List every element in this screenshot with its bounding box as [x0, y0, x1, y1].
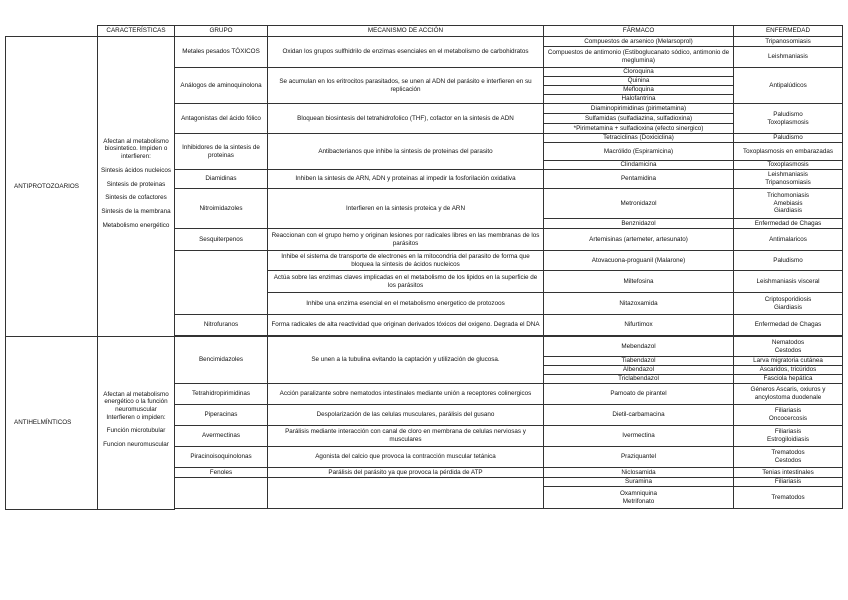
farmaco-cell: Tiabendazol: [544, 357, 734, 366]
mecanismo-cell: Parálisis del parásito ya que provoca la pérdida de ATP: [268, 468, 544, 478]
enfermedad-cell: Nematodos Cestodos: [734, 337, 843, 357]
grupo-cell: Tetrahidropirimidinas: [175, 384, 268, 405]
mecanismo-cell: Se acumulan en los eritrocitos parasitados, se unen al ADN del parásito e interfieren en su replicación: [268, 68, 544, 104]
header-farmaco: FÁRMACO: [544, 26, 734, 37]
grupo-cell: Piperacinas: [175, 405, 268, 426]
mecanismo-cell: Forma radicales de alta reactividad que originan derivados tóxicos del oxigeno. Degrada el DNA: [268, 315, 544, 336]
document: [5, 25, 843, 510]
grupo-cell: Piracinoisoquinolonas: [175, 447, 268, 468]
farmaco-cell: Sulfamidas (sulfadiazina, sulfadioxina): [544, 114, 734, 124]
enfermedad-cell: Paludismo Toxoplasmosis: [734, 104, 843, 134]
mecanismo-cell: Bloquean biosintesis del tetrahidrofolico (THF), cofactor en la sintesis de ADN: [268, 104, 544, 134]
enfermedad-cell: Fasciola hepática: [734, 375, 843, 384]
feature-text: Sintesis de proteinas: [106, 180, 166, 188]
farmaco-cell: Niclosamida: [544, 468, 734, 478]
farmaco-cell: Ivermectina: [544, 426, 734, 447]
mecanismo-cell: Parálisis mediante interacción con canal de cloro en membrana de celulas nerviosas y musculares: [268, 426, 544, 447]
farmaco-cell: Miltefosina: [544, 271, 734, 293]
farmaco-cell: Cloroquina: [544, 68, 734, 77]
farmaco-cell: Compuestos de antimonio (Estiboglucanato sódico, antimonio de meglumina): [544, 47, 734, 68]
farmaco-cell: Suramina: [544, 478, 734, 487]
farmaco-cell: Halofantrina: [544, 95, 734, 104]
corner-cell: [6, 26, 98, 37]
farmaco-cell: Oxamniquina Metrifonato: [544, 487, 734, 509]
grupo-cell: Nitrofuranos: [175, 315, 268, 336]
feature-text: Afectan al metabolismo energético o la función neuromuscular Interfieren o impiden:: [103, 390, 169, 421]
feature-text: Metabolismo energético: [102, 221, 170, 229]
farmaco-cell: Tetraciclinas (Doxiciclina): [544, 134, 734, 143]
feature-text: Función microtubular: [106, 427, 166, 435]
enfermedad-cell: Trichomoniasis Amebiasis Giardiasis: [734, 189, 843, 219]
grupo-cell: Fenoles: [175, 468, 268, 478]
enfermedad-cell: Ascaridos, tricúridos: [734, 366, 843, 375]
grupo-cell: Avermectinas: [175, 426, 268, 447]
enfermedad-cell: Larva migratoria cutánea: [734, 357, 843, 366]
mecanismo-cell: Se unen a la tubulina evitando la captación y utilización de glucosa.: [268, 337, 544, 384]
header-mecanismo: MECANISMO DE ACCIÓN: [268, 26, 544, 37]
enfermedad-cell: Leishmaniasis Tripanosomiasis: [734, 170, 843, 189]
enfermedad-cell: Leishmaniasis: [734, 47, 843, 68]
enfermedad-cell: Trematodos: [734, 487, 843, 509]
mecanismo-cell: Acción paralizante sobre nematodos intestinales mediante unión a receptores colinergicos: [268, 384, 544, 405]
feature-text: Sintesis ácidos nucleicos: [101, 166, 172, 174]
header-row: [6, 26, 843, 37]
farmaco-cell: Mefloquina: [544, 86, 734, 95]
grupo-cell: Nitroimidazoles: [175, 189, 268, 229]
enfermedad-cell: Antipalúdicos: [734, 68, 843, 104]
header-grupo: GRUPO: [175, 26, 268, 37]
farmaco-cell: Atovacuona-proguanil (Malarone): [544, 251, 734, 271]
grupo-cell: Antagonistas del ácido fólico: [175, 104, 268, 134]
farmaco-cell: Quinina: [544, 77, 734, 86]
enfermedad-cell: Trematodos Cestodos: [734, 447, 843, 468]
farmaco-cell: Albendazol: [544, 366, 734, 375]
mecanismo-cell: Inhibe el sistema de transporte de electrones en la mitocondria del parasito de forma que bloquea la sintesis de ácidos nucleicos: [268, 251, 544, 271]
mecanismo-cell: Despolarización de las celulas musculares, parálisis del gusano: [268, 405, 544, 426]
mecanismo-cell: Actúa sobre las enzimas claves implicadas en el metabolismo de los lipidos en la superficie de los parásitos: [268, 271, 544, 293]
farmaco-cell: Metronidazol: [544, 189, 734, 219]
grupo-cell: Sesquiterpenos: [175, 229, 268, 251]
grupo-cell-empty: [175, 478, 268, 509]
farmaco-cell: Pamoato de pirantel: [544, 384, 734, 405]
enfermedad-cell: Tripanosomiasis: [734, 37, 843, 47]
mecanismo-cell: Oxidan los grupos sulfhidrilo de enzimas esenciales en el metabolismo de carbohidratos: [268, 37, 544, 68]
enfermedad-cell: Filiariasis Oncocercosis: [734, 405, 843, 426]
enfermedad-cell: Paludismo: [734, 134, 843, 143]
group-antiprotozoarios: ANTIPROTOZOARIOS: [6, 37, 98, 337]
farmaco-cell: Praziquantel: [544, 447, 734, 468]
table-row: [6, 337, 843, 357]
grupo-cell: Diamidinas: [175, 170, 268, 189]
farmaco-cell: Clindamicina: [544, 161, 734, 170]
enfermedad-cell: Antimalaricos: [734, 229, 843, 251]
group-antihelminticos: ANTIHELMÍNTICOS: [6, 337, 98, 510]
enfermedad-cell: Toxoplasmosis en embarazadas: [734, 143, 843, 161]
grupo-cell-empty: [175, 251, 268, 315]
farmaco-cell: Compuestos de arsenico (Melarsoprol): [544, 37, 734, 47]
farmaco-cell: Triclabendazol: [544, 375, 734, 384]
farmaco-cell: Artemisinas (artemeter, artesunato): [544, 229, 734, 251]
features-antihelminticos: [98, 337, 175, 510]
feature-text: Funcion neuromuscular: [103, 441, 169, 449]
enfermedad-cell: Géneros Ascaris, oxiuros y ancylostoma duodenale: [734, 384, 843, 405]
drug-table: [5, 25, 843, 510]
enfermedad-cell: Enfermedad de Chagas: [734, 315, 843, 336]
enfermedad-cell: Criptosporidiosis Giardiasis: [734, 293, 843, 315]
enfermedad-cell: Tenias intestinales: [734, 468, 843, 478]
grupo-cell: Inhibidores de la sintesis de proteinas: [175, 134, 268, 170]
mecanismo-cell-empty: [268, 478, 544, 509]
table-row: [6, 37, 843, 47]
farmaco-cell: Macrólido (Espiramicina): [544, 143, 734, 161]
grupo-cell: Metales pesados TÓXICOS: [175, 37, 268, 68]
enfermedad-cell: Filiariasis Estrogiloidiasis: [734, 426, 843, 447]
mecanismo-cell: Inhibe una enzima esencial en el metabolismo energetico de protozoos: [268, 293, 544, 315]
header-caracteristicas: CARACTERÍSTICAS: [98, 26, 175, 37]
farmaco-cell: Nitazoxamida: [544, 293, 734, 315]
enfermedad-cell: Paludismo: [734, 251, 843, 271]
farmaco-cell: Dietil-carbamacina: [544, 405, 734, 426]
feature-text: Sintesis de cofactores: [105, 194, 167, 202]
farmaco-cell: Nifurtimox: [544, 315, 734, 336]
grupo-cell: Bencimidazoles: [175, 337, 268, 384]
mecanismo-cell: Interfieren en la sintesis proteica y de ARN: [268, 189, 544, 229]
mecanismo-cell: Reaccionan con el grupo hemo y originan lesiones por radicales libres en las membranas de los parásitos: [268, 229, 544, 251]
feature-text: Sintesis de la membrana: [101, 207, 171, 215]
farmaco-cell: Benznidazol: [544, 219, 734, 229]
enfermedad-cell: Enfermedad de Chagas: [734, 219, 843, 229]
mecanismo-cell: Antibacterianos que inhibe la sintesis de proteinas del parasito: [268, 134, 544, 170]
grupo-cell: Análogos de aminoquinolona: [175, 68, 268, 104]
mecanismo-cell: Agonista del calcio que provoca la contracción muscular tetánica: [268, 447, 544, 468]
enfermedad-cell: Leishmaniasis visceral: [734, 271, 843, 293]
mecanismo-cell: Inhiben la sintesis de ARN, ADN y proteinas al impedir la fosforilación oxidativa: [268, 170, 544, 189]
farmaco-cell: Pentamidina: [544, 170, 734, 189]
farmaco-cell: *Pirimetamina + sulfadioxina (efecto sinergico): [544, 124, 734, 134]
farmaco-cell: Mebendazol: [544, 337, 734, 357]
enfermedad-cell: Toxoplasmosis: [734, 161, 843, 170]
features-antiprotozoarios: [98, 37, 175, 337]
farmaco-cell: Diaminopirimidinas (pirimetamina): [544, 104, 734, 114]
enfermedad-cell: Filiariasis: [734, 478, 843, 487]
feature-text: Afectan al metabolismo biosintetico. Impiden o interfieren:: [103, 137, 169, 161]
header-enfermedad: ENFERMEDAD: [734, 26, 843, 37]
